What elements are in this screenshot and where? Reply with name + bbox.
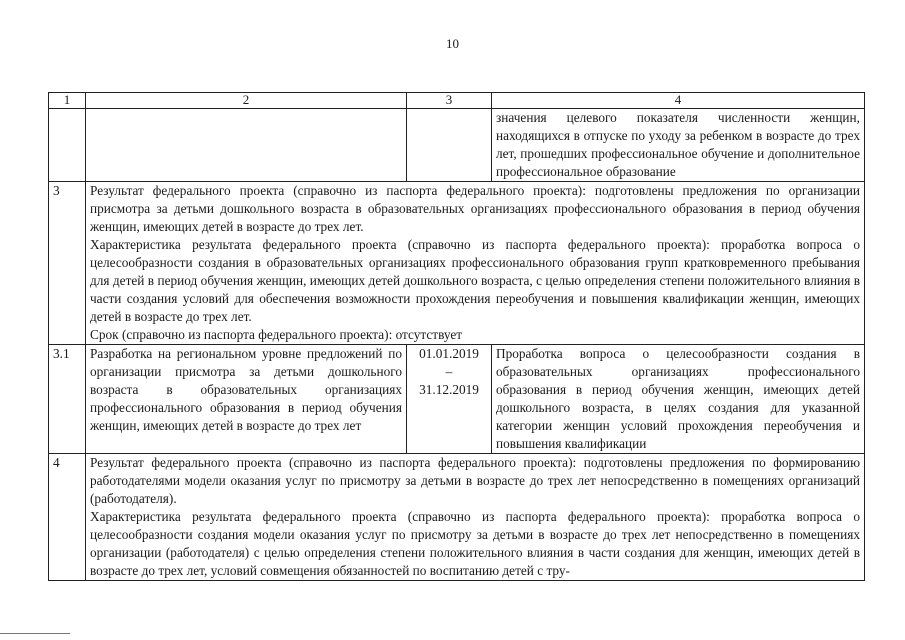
header-col-4: 4 xyxy=(492,93,865,109)
row-3-1-date-start: 01.01.2019 xyxy=(419,346,479,361)
header-col-2: 2 xyxy=(86,93,407,109)
row-3-1-number: 3.1 xyxy=(49,345,86,454)
page-number: 10 xyxy=(446,36,459,51)
table-row-3-1 xyxy=(49,345,865,454)
section-4-result: Результат федерального проекта (справочно из паспорта федерального проекта): подготовлены предложения по формированию работодателями модели оказания услуг по присмотру за детьми в возрасте до трех лет непосредственно в помещениях организаций (работодателя). xyxy=(90,455,860,506)
section-4-characteristic: Характеристика результата федерального проекта (справочно из паспорта федерального проекта): проработка вопроса о целесообразности создания модели оказания услуг по присмотру за детьми в возрасте до трех лет непосредственно в помещениях организации (работодателя) с целью определения степени положительного влияния в части создания для женщин, имеющих детей в возрасте до трех лет, условий совмещения обязанностей по воспитанию детей с тру- xyxy=(90,509,860,578)
section-3-characteristic: Характеристика результата федерального проекта (справочно из паспорта федерального проекта): проработка вопроса о целесообразности создания в образовательных организациях профессионального образования групп кратковременного пребывания для детей в период обучения женщин, имеющих детей дошкольного возраста, с целью определения степени положительного влияния в части создания условий для обеспечения возможности прохождения переобучения и повышения квалификации женщин, имеющих детей в возрасте до трех лет. xyxy=(90,237,860,324)
section-4-number: 4 xyxy=(49,454,86,581)
plan-table xyxy=(48,92,865,581)
row-3-1-result: Проработка вопроса о целесообразности создания в образовательных организациях профессионального образования в период обучения женщин, имеющих детей дошкольного возраста, в целях создания для указанной категории женщин условий прохождения переобучения и повышения квалификации xyxy=(492,345,865,454)
section-3-number: 3 xyxy=(49,182,86,345)
section-3-body xyxy=(86,182,865,345)
table-header-row xyxy=(49,93,865,109)
section-3-result: Результат федерального проекта (справочно из паспорта федерального проекта): подготовлены предложения по организации присмотра за детьми дошкольного возраста в образовательных организациях профессионального образования в период обучения женщин, имеющих детей в возрасте до трех лет. xyxy=(90,183,860,234)
table-row-continuation xyxy=(49,109,865,182)
header-col-3: 3 xyxy=(407,93,492,109)
row-3-1-dates xyxy=(407,345,492,454)
section-3-deadline: Срок (справочно из паспорта федерального проекта): отсутствует xyxy=(90,327,463,342)
row-3-1-task: Разработка на региональном уровне предложений по организации присмотра за детьми дошкольного возраста в образовательных организациях профессионального образования в период обучения женщин, имеющих детей в возрасте до трех лет xyxy=(86,345,407,454)
cont-col-4-text: значения целевого показателя численности женщин, находящихся в отпуске по уходу за ребенком в возрасте до трех лет, прошедших профессиональное обучение и дополнительное профессиональное образование xyxy=(492,109,865,182)
row-3-1-date-sep: – xyxy=(445,364,453,379)
table-row-section-4 xyxy=(49,454,865,581)
section-4-body xyxy=(86,454,865,581)
cont-col-2 xyxy=(86,109,407,182)
row-3-1-date-end: 31.12.2019 xyxy=(419,382,479,397)
page-edge-line xyxy=(0,633,70,634)
header-col-1: 1 xyxy=(49,93,86,109)
cont-col-3 xyxy=(407,109,492,182)
table-row-section-3 xyxy=(49,182,865,345)
cont-col-1 xyxy=(49,109,86,182)
